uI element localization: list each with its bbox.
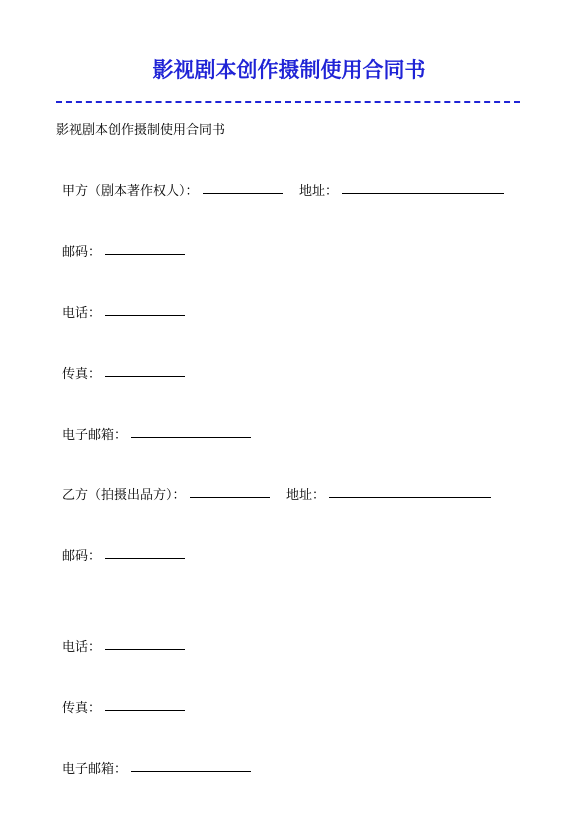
party-b-label: 乙方（拍摄出品方）： [62,488,186,503]
party-a-email-blank[interactable] [131,436,251,438]
party-b-line [62,487,491,505]
party-a-name-blank[interactable] [203,192,283,194]
party-a-address-blank[interactable] [342,192,504,194]
party-b-fax-label: 传真： [62,701,102,716]
party-b-fax-line [62,700,185,718]
party-b-phone-blank[interactable] [105,648,185,650]
party-a-fax-blank[interactable] [105,375,185,377]
party-b-email-line [62,761,251,779]
party-a-postcode-line [62,244,185,262]
party-b-email-blank[interactable] [131,770,251,772]
party-b-postcode-blank[interactable] [105,557,185,559]
party-b-address-blank[interactable] [329,496,491,498]
party-b-postcode-line [62,548,185,566]
party-b-name-blank[interactable] [190,496,270,498]
party-a-phone-blank[interactable] [105,314,185,316]
document-title: 影视剧本创作摄制使用合同书 [152,58,426,82]
party-b-email-label: 电子邮箱： [62,762,128,777]
party-a-email-label: 电子邮箱： [62,428,128,443]
party-a-address-label: 地址： [298,184,338,199]
title-divider [56,101,520,103]
party-b-fax-blank[interactable] [105,709,185,711]
party-b-phone-line [62,639,185,657]
party-a-phone-line [62,305,185,323]
party-a-postcode-label: 邮码： [62,245,102,260]
party-a-fax-label: 传真： [62,367,102,382]
party-a-line [62,183,504,201]
party-a-email-line [62,427,251,445]
party-b-address-label: 地址： [285,488,325,503]
document-subtitle: 影视剧本创作摄制使用合同书 [56,123,226,138]
party-a-label: 甲方（剧本著作权人）： [62,184,199,199]
party-a-fax-line [62,366,185,384]
party-a-postcode-blank[interactable] [105,253,185,255]
party-b-phone-label: 电话： [62,640,102,655]
party-a-phone-label: 电话： [62,306,102,321]
party-b-postcode-label: 邮码： [62,549,102,564]
